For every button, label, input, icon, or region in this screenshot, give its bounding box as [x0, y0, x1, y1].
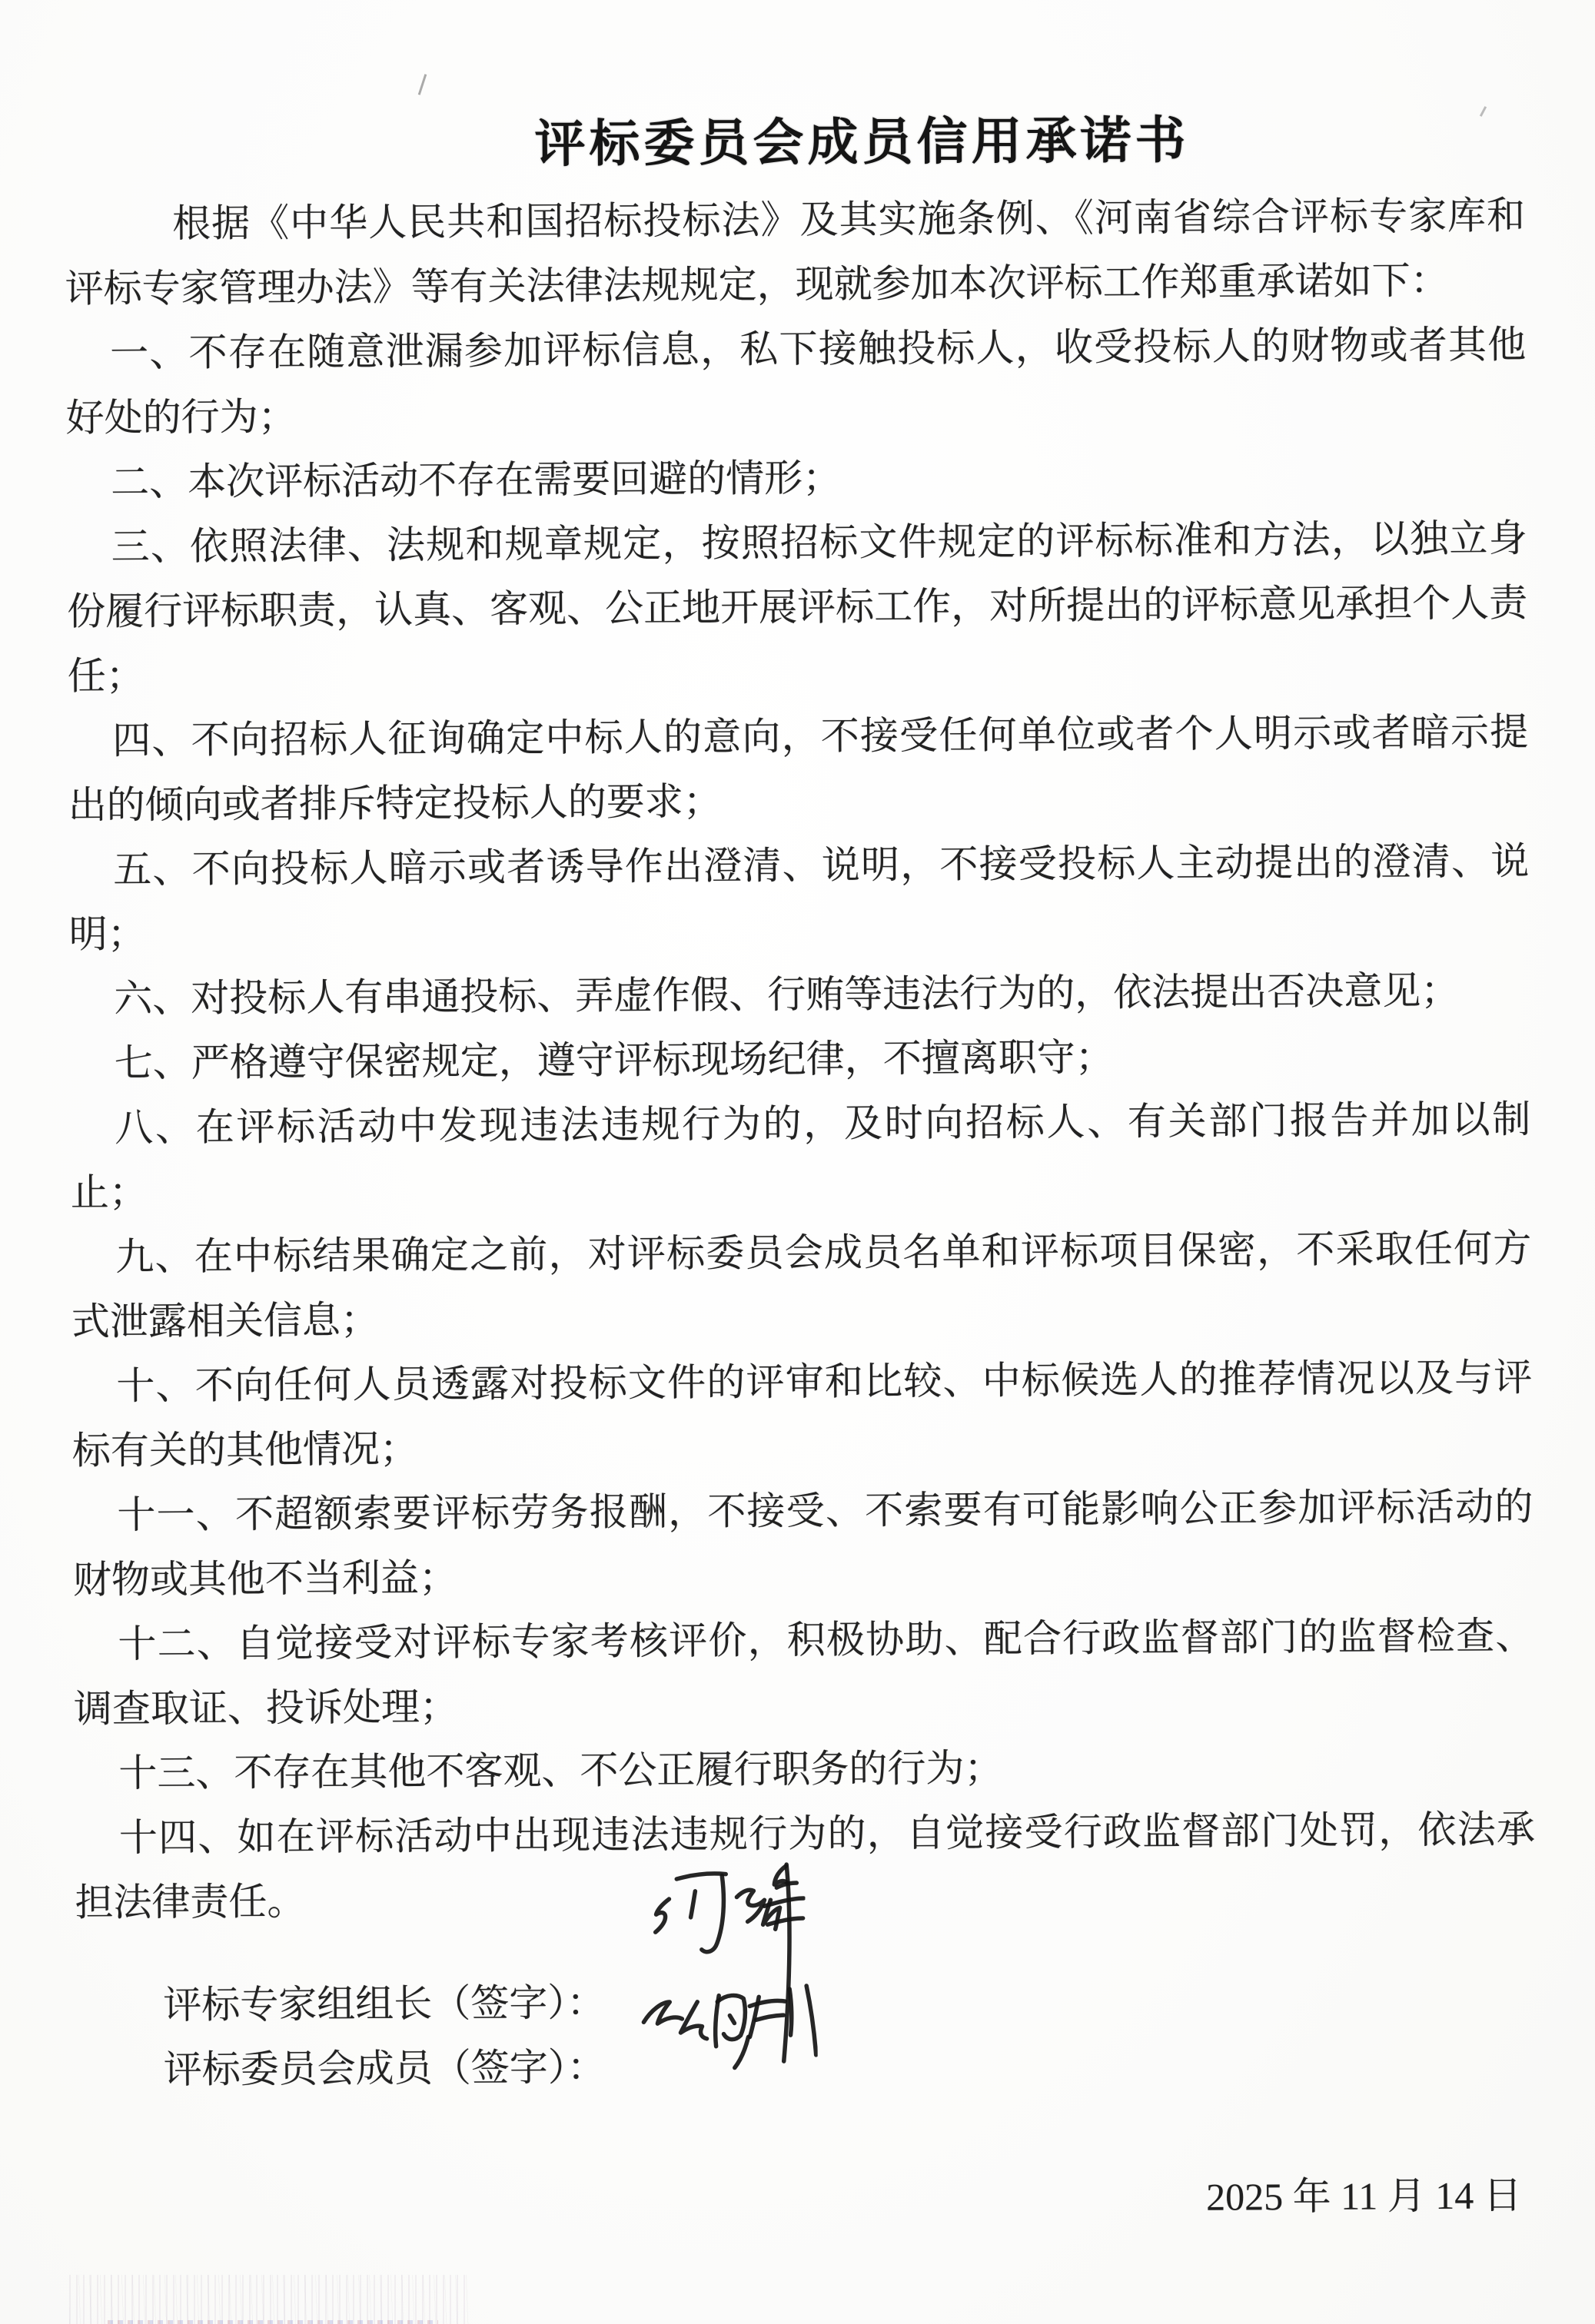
signature-block — [75, 1964, 1537, 2103]
clause-paragraph: 三、依照法律、法规和规章规定，按照招标文件规定的评标标准和方法，以独立身份履行评标职责，认真、客观、公正地开展评标工作，对所提出的评标意见承担个人责任； — [67, 516, 1528, 698]
clause-paragraph: 十四、如在评标活动中出现违法违规行为的，自觉接受行政监督部门处罚，依法承担法律责任。 — [75, 1808, 1536, 1924]
clause-paragraph: 二、本次评标活动不存在需要回避的情形； — [110, 456, 842, 504]
chairman-signature-label: 评标专家组组长（签字）： — [163, 1980, 606, 2027]
clause-paragraph: 十二、自觉接受对评标专家考核评价，积极协助、配合行政监督部门的监督检查、调查取证、投诉处理； — [73, 1614, 1534, 1731]
document-title: 评标委员会成员信用承诺书 — [534, 111, 1190, 173]
clause-paragraph: 四、不向招标人征询确定中标人的意向，不接受任何单位或者个人明示或者暗示提出的倾向或者排斥特定投标人的要求； — [68, 710, 1529, 827]
chairman-signature-row — [163, 1964, 1536, 2037]
scan-noise-streaks — [69, 2275, 469, 2324]
clause-paragraph: 五、不向投标人暗示或者诱导作出澄清、说明，不接受投标人主动提出的澄清、说明； — [68, 839, 1530, 956]
clause-paragraph: 十一、不超额索要评标劳务报酬，不接受、不索要有可能影响公正参加评标活动的财物或其他不当利益； — [72, 1485, 1534, 1602]
clauses-list — [65, 312, 1536, 1935]
clause-paragraph: 一、不存在随意泄漏参加评标信息，私下接触投标人，收受投标人的财物或者其他好处的行为； — [65, 323, 1527, 440]
intro-paragraph: 根据《中华人民共和国招标投标法》及其实施条例、《河南省综合评标专家库和评标专家管理办法》等有关法律法规规定，现就参加本次评标工作郑重承诺如下： — [65, 194, 1526, 310]
clause-paragraph: 十、不向任何人员透露对投标文件的评审和比较、中标候选人的推荐情况以及与评标有关的其他情况； — [71, 1356, 1533, 1472]
clause-paragraph: 七、严格遵守保密规定，遵守评标现场纪律，不擅离职守； — [114, 1035, 1114, 1085]
clause-paragraph: 九、在中标结果确定之前，对评标委员会成员名单和评标项目保密，不采取任何方式泄露相关信息； — [71, 1227, 1532, 1343]
document-date: 2025 年 11 月 14 日 — [1206, 2173, 1522, 2219]
scan-artifact-mark — [418, 74, 427, 95]
clause-paragraph: 十三、不存在其他不客观、不公正履行职务的行为； — [118, 1746, 1003, 1795]
clause-paragraph: 八、在评标活动中发现违法违规行为的，及时向招标人、有关部门报告并加以制止； — [70, 1097, 1531, 1214]
scan-edge-color-strip — [108, 2320, 438, 2324]
member-signature-row — [164, 2029, 1537, 2102]
member-signature-label: 评标委员会成员（签字）： — [163, 2045, 606, 2092]
document-content — [64, 111, 1537, 2236]
clause-paragraph: 六、对投标人有串通投标、弄虚作假、行贿等违法行为的，依法提出否决意见； — [114, 968, 1460, 1021]
document-body — [65, 183, 1536, 1935]
